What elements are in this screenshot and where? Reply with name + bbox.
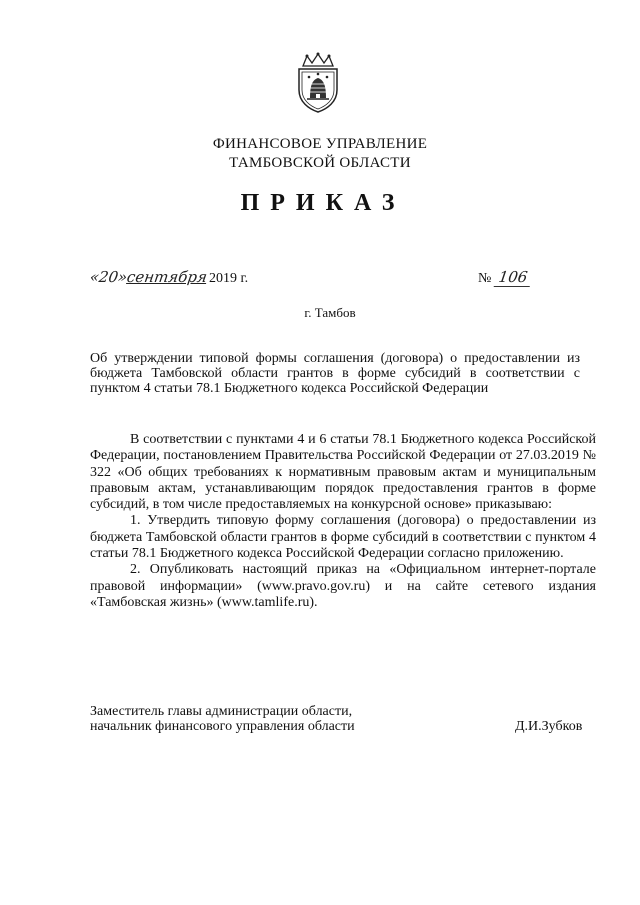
date-year: 2019 г.: [208, 271, 249, 286]
city: г. Тамбов: [304, 305, 356, 320]
preamble-paragraph: В соответствии с пунктами 4 и 6 статьи 78.1 Бюджетного кодекса Российской Федерации, постановлением Правительства Российской Федерации от 27.03.2019 № 322 «Об общих требованиях к нормативным правовым актам и муниципальным правовым актам, устанавливающим порядок предоставления грантов в форме субсидий, в том числе предоставляемых на конкурсной основе» приказываю:: [90, 432, 596, 513]
number-prefix: №: [478, 271, 492, 286]
item-2-paragraph: 2. Опубликовать настоящий приказ на «Официальном интернет-портале правовой информации» (www.pravo.gov.ru) и на сайте сетевого издания «Тамбовская жизнь» (www.tamlife.ru).: [90, 562, 596, 610]
date-quote-close: »: [117, 268, 129, 286]
org-name-line1: ФИНАНСОВОЕ УПРАВЛЕНИЕ: [212, 136, 428, 152]
order-body: [90, 432, 596, 611]
handwritten-number: 106: [494, 268, 533, 287]
tambov-coat-of-arms-icon: [293, 52, 343, 114]
handwritten-month: сентября: [126, 268, 209, 286]
position-line1: Заместитель главы администрации области,: [90, 704, 353, 719]
order-date: [90, 268, 248, 287]
order-subject: Об утверждении типовой формы соглашения (договора) о предоставлении из бюджета Тамбовской области грантов в форме субсидий в соответствии с пунктом 4 статьи 78.1 Бюджетного кодекса Российской Федерации: [90, 351, 580, 396]
date-quote-open: «: [88, 268, 101, 286]
org-name-line2: ТАМБОВСКОЙ ОБЛАСТИ: [229, 155, 411, 171]
signatory-position: [90, 704, 355, 734]
signatory-name: Д.И.Зубков: [515, 719, 583, 734]
item-1-paragraph: 1. Утвердить типовую форму соглашения (договора) о предоставлении из бюджета Тамбовской области грантов в форме субсидий в соответствии с пунктом 4 статьи 78.1 Бюджетного кодекса Российской Федерации согласно приложению.: [90, 513, 596, 562]
order-number: [478, 268, 531, 287]
document-title: ПРИКАЗ: [240, 190, 406, 216]
position-line2: начальник финансового управления области: [90, 719, 355, 734]
handwritten-day: 20: [97, 268, 120, 286]
